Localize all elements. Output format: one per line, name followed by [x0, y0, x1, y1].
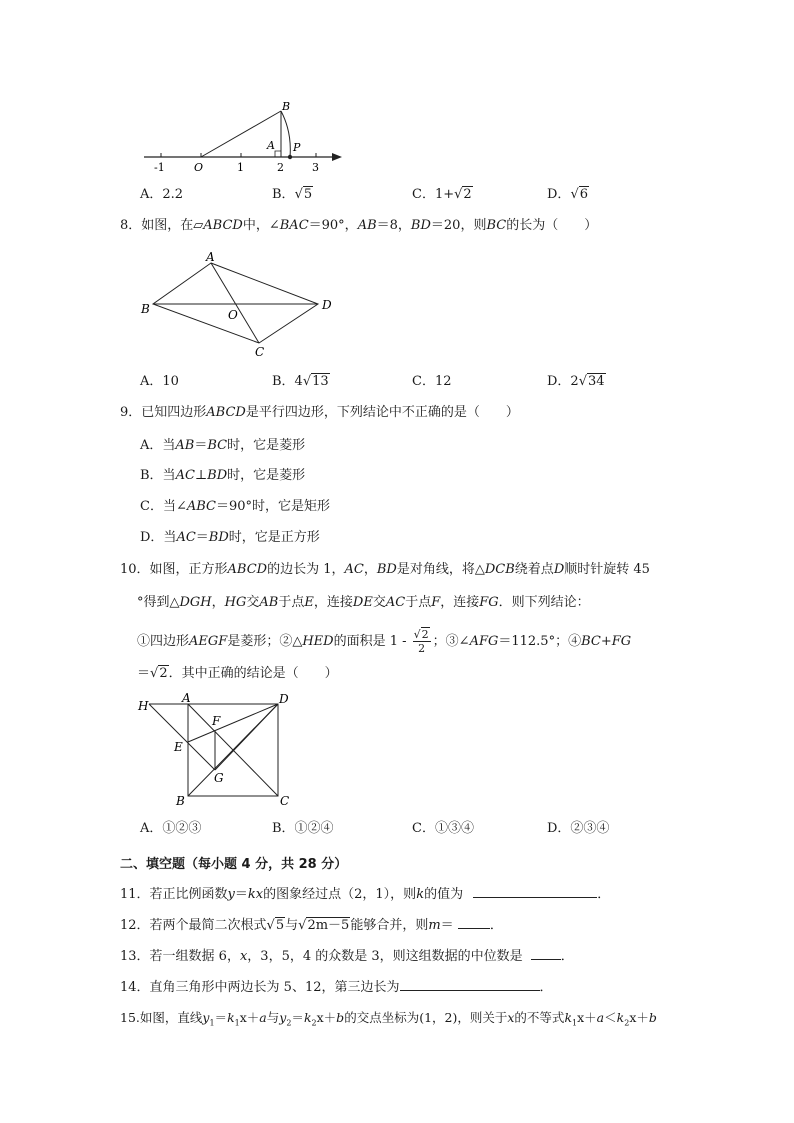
- q10-option-c[interactable]: C．①③④: [412, 821, 474, 836]
- q10-stem-line2: °得到△DGH，HG交AB于点E，连接DE交AC于点F，连接FG．则下列结论：: [137, 595, 590, 610]
- q10-stem-line4: ＝√2．其中正确的结论是（ ）: [137, 666, 338, 681]
- q7-option-b[interactable]: B．√5: [272, 187, 313, 202]
- q7-options: [140, 187, 760, 205]
- label-D: D: [322, 298, 332, 312]
- label-B: B: [176, 794, 185, 808]
- q9-option-c[interactable]: C．当∠ABC＝90°时，它是矩形: [140, 499, 331, 514]
- label-C: C: [255, 345, 265, 359]
- label-A: A: [267, 139, 275, 152]
- q9-option-b[interactable]: B．当AC⊥BD时，它是菱形: [140, 468, 306, 483]
- q10-option-b[interactable]: B．①②④: [272, 821, 334, 836]
- answer-blank[interactable]: [473, 885, 597, 898]
- label-P: P: [293, 141, 301, 154]
- label-B: B: [141, 302, 150, 316]
- label-H: H: [138, 699, 149, 713]
- q8-option-d[interactable]: D．2√34: [547, 374, 605, 389]
- label-D: D: [279, 692, 289, 706]
- q8-stem: 8．如图，在▱ABCD中，∠BAC＝90°，AB＝8，BD＝20，则BC的长为（ ）: [120, 218, 598, 233]
- q7-option-a[interactable]: A．2.2: [140, 187, 184, 202]
- q7-number-line-figure: [136, 96, 356, 176]
- label-O: O: [194, 161, 204, 174]
- answer-blank[interactable]: [531, 947, 561, 960]
- q11: 11．若正比例函数y＝kx的图象经过点（2，1），则k的值为 ．: [120, 887, 611, 902]
- tick-m1: -1: [154, 161, 165, 174]
- q8-options: [140, 374, 760, 392]
- q10-stem-line3: ①四边形AEGF是菱形；②△HED的面积是 1 - $\frac{√2}{2}$ ；③∠AFG＝112.5°；④BC+FG: [137, 628, 632, 655]
- label-E: E: [174, 740, 183, 754]
- q9-option-d[interactable]: D．当AC＝BD时，它是正方形: [140, 530, 320, 545]
- q10-option-d[interactable]: D．②③④: [547, 821, 610, 836]
- q14: 14．直角三角形中两边长为 5、12，第三边长为 ．: [120, 980, 553, 995]
- answer-blank[interactable]: [400, 978, 540, 991]
- label-B: B: [282, 100, 291, 113]
- label-A: A: [206, 250, 215, 264]
- q8-option-b[interactable]: B．4√13: [272, 374, 329, 389]
- q15: 15.如图，直线$y_1=k_1x+a$与$y_2=k_2x+b$的交点坐标为(1，2)，则关于x的不等式$k_1x+a<k_2x+b$: [120, 1010, 657, 1028]
- label-G: G: [214, 771, 224, 785]
- q8-option-c[interactable]: C．12: [412, 374, 452, 389]
- q10-square-figure: [136, 690, 306, 812]
- q13: 13．若一组数据 6，x，3，5，4 的众数是 3，则这组数据的中位数是 ．: [120, 949, 574, 964]
- tick-3: 3: [312, 161, 319, 174]
- label-A: A: [182, 691, 191, 705]
- label-O: O: [228, 308, 238, 322]
- q10-options: [140, 821, 760, 839]
- q9-option-a[interactable]: A．当AB＝BC时，它是菱形: [140, 438, 306, 453]
- q8-option-a[interactable]: A．10: [140, 374, 179, 389]
- fraction: $\frac{√2}{2}$: [413, 628, 429, 655]
- tick-2: 2: [277, 161, 284, 174]
- q10-option-a[interactable]: A．①②③: [140, 821, 202, 836]
- answer-blank[interactable]: [458, 916, 490, 929]
- q10-stem-line1: 10．如图，正方形ABCD的边长为 1，AC，BD是对角线，将△DCB绕着点D顺时针旋转 45: [120, 562, 650, 577]
- label-C: C: [280, 794, 290, 808]
- q7-option-d[interactable]: D．√6: [547, 187, 589, 202]
- q8-parallelogram-figure: [136, 248, 346, 360]
- q12: 12．若两个最简二次根式√5与√2m－5能够合并，则m＝ ．: [120, 918, 503, 933]
- tick-1: 1: [237, 161, 244, 174]
- q7-option-c[interactable]: C．1+√2: [412, 187, 472, 202]
- q9-stem: 9．已知四边形ABCD是平行四边形，下列结论中不正确的是（ ）: [120, 405, 519, 420]
- section-title: 二、填空题（每小题 4 分，共 28 分）: [120, 857, 348, 872]
- label-F: F: [212, 714, 221, 728]
